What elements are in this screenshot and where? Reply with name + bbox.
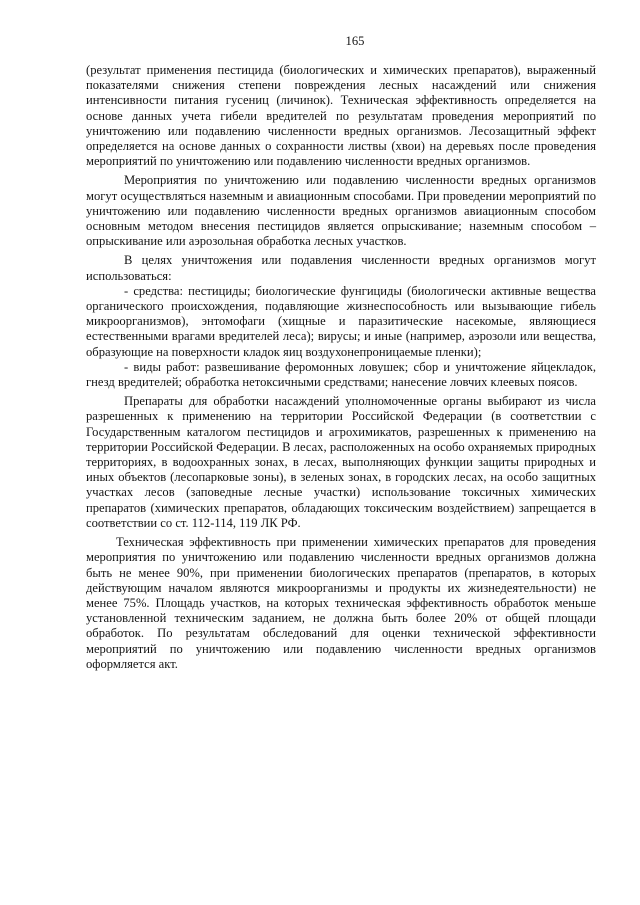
paragraph-preparations: Препараты для обработки насаждений уполномоченные органы выбирают из числа разрешенных к применению на территории Российской Федерации (в соответствии с Государственным каталогом пестицидов и агрохимикатов, разрешенных к применению на территории Российской Федерации. В лесах, расположенных на особо охраняемых природных территориях, в водоохранных зонах, в лесах, выполняющих функции защиты природных и иных объектов (лесопарковые зоны), в зеленых зонах, в городских лесах, на особо защитных участках лесов (заповедные лесные участки) использование токсичных химических препаратов (химических препаратов, обладающих токсическим воздействием) запрещается в соответствии со ст. 112-114, 119 ЛК РФ. — [86, 394, 596, 530]
paragraph-means-intro: В целях уничтожения или подавления численности вредных организмов могут использоваться: — [86, 253, 596, 283]
paragraph-effect-definition: (результат применения пестицида (биологических и химических препаратов), выраженный показателями снижения степени повреждения лесных насаждений или снижения интенсивности питания гусениц (личинок). Техническая эффективность определяется на основе данных учета гибели вредителей по результатам проведения мероприятий по уничтожению или подавлению численности вредных организмов. Лесозащитный эффект определяется на основе данных о сохранности листвы (хвои) на деревьях после проведения мероприятий по уничтожению или подавлению численности вредных организмов. — [86, 63, 596, 169]
paragraph-efficiency: Техническая эффективность при применении химических препаратов для проведения мероприятия по уничтожению или подавлению численности вредных организмов должна быть не менее 90%, при применении биологических препаратов (препаратов, в которых действующим началом являются микроорганизмы и продукты их жизнедеятельности) не менее 75%. Площадь участков, на которых техническая эффективность обработок меньше установленной техническим заданием, не должна быть более 20% от общей площади обработок. По результатам обследований для оценки технической эффективности мероприятий по уничтожению или подавлению численности вредных организмов оформляется акт. — [86, 535, 596, 671]
list-item-works: - виды работ: развешивание феромонных ловушек; сбор и уничтожение яйцекладок, гнезд вредителей; обработка нетоксичными средствами; нанесение ловчих клеевых поясов. — [86, 359, 596, 390]
list-item-means: - средства: пестициды; биологические фунгициды (биологически активные вещества органического происхождения, подавляющие жизнеспособность или вызывающие гибель микроорганизмов), энтомофаги (хищные и паразитические насекомые, являющиеся естественными врагами вредителей леса); вирусы; и иные (например, аэрозоли или вещества, образующие на поверхности кладок яиц воздухонепроницаемые пленки); — [86, 283, 596, 359]
paragraph-methods: Мероприятия по уничтожению или подавлению численности вредных организмов могут осуществляться наземным и авиационным способами. При проведении мероприятий по уничтожению или подавлению численности вредных организмов авиационным способом основным методом внесения пестицидов является опрыскивание; наземным способом – опрыскивание или аэрозольная обработка лесных участков. — [86, 173, 596, 249]
page-number: 165 — [345, 34, 365, 48]
